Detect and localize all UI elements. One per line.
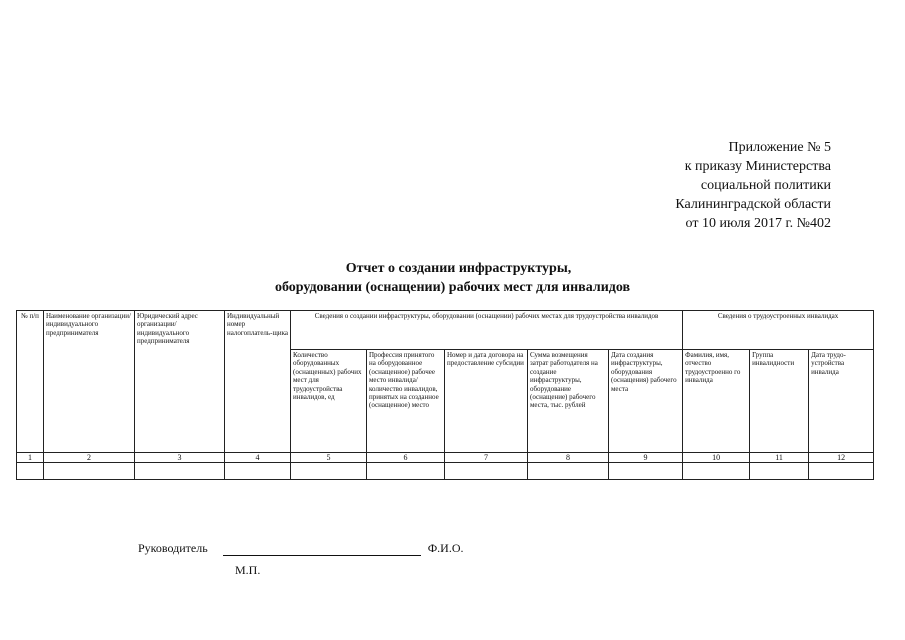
column-number: 6 bbox=[367, 453, 445, 463]
fio-label: Ф.И.О. bbox=[427, 541, 464, 555]
column-number: 7 bbox=[445, 453, 528, 463]
appendix-line: к приказу Министерства bbox=[684, 159, 831, 174]
column-number: 4 bbox=[225, 453, 291, 463]
subheader-date-created: Дата создания инфраструктуры, оборудования (оснащения) рабочего места bbox=[609, 350, 683, 453]
table-cell bbox=[750, 463, 809, 480]
header-group-infrastructure: Сведения о создании инфраструктуры, оборудовании (оснащении) рабочих местах для трудоустройства инвалидов bbox=[291, 311, 683, 350]
column-number: 11 bbox=[750, 453, 809, 463]
title-line-2: оборудовании (оснащении) рабочих мест для инвалидов bbox=[274, 280, 631, 295]
signature-line bbox=[138, 541, 464, 556]
table-cell bbox=[609, 463, 683, 480]
column-number-row bbox=[17, 453, 874, 463]
table-cell bbox=[683, 463, 750, 480]
column-number: 8 bbox=[528, 453, 609, 463]
head-label: Руководитель bbox=[138, 541, 208, 555]
table-header-row bbox=[17, 311, 874, 350]
table-row bbox=[17, 463, 874, 480]
column-number: 9 bbox=[609, 453, 683, 463]
subheader-date-employed: Дата трудо-устройства инвалида bbox=[809, 350, 874, 453]
appendix-line: от 10 июля 2017 г. №402 bbox=[685, 216, 831, 231]
subheader-profession: Профессия принятого на оборудованное (оснащенное) рабочее место инвалида/ количество инвалидов, принятых на созданное (оснащенное) место bbox=[367, 350, 445, 453]
column-number: 5 bbox=[291, 453, 367, 463]
appendix-line: социальной политики bbox=[700, 178, 831, 193]
table-cell bbox=[528, 463, 609, 480]
header-name: Наименование организации/ индивидуального предпринимателя bbox=[44, 311, 135, 453]
table-cell bbox=[135, 463, 225, 480]
title-line-1: Отчет о создании инфраструктуры, bbox=[345, 261, 572, 276]
column-number: 10 bbox=[683, 453, 750, 463]
header-num: № п/п bbox=[17, 311, 44, 453]
document-title bbox=[0, 259, 905, 297]
table-cell bbox=[44, 463, 135, 480]
subheader-sum: Сумма возмещения затрат работодателя на создание инфраструктуры, оборудование (оснащение) рабочего места, тыс. рублей bbox=[528, 350, 609, 453]
column-number: 12 bbox=[809, 453, 874, 463]
appendix-line: Приложение № 5 bbox=[728, 140, 831, 155]
table-cell bbox=[445, 463, 528, 480]
subheader-group: Группа инвалидности bbox=[750, 350, 809, 453]
subheader-contract: Номер и дата договора на предоставление субсидии bbox=[445, 350, 528, 453]
report-table bbox=[16, 310, 874, 480]
table-cell bbox=[225, 463, 291, 480]
table-cell bbox=[17, 463, 44, 480]
signature-blank bbox=[223, 543, 421, 556]
column-number: 3 bbox=[135, 453, 225, 463]
subheader-fio: Фамилия, имя, отчество трудоустроенно го инвалида bbox=[683, 350, 750, 453]
stamp-label: М.П. bbox=[235, 563, 261, 577]
column-number: 1 bbox=[17, 453, 44, 463]
appendix-line: Калининградской области bbox=[675, 197, 831, 212]
table-cell bbox=[809, 463, 874, 480]
header-inn: Индивидуальный номер налогоплатель-щика bbox=[225, 311, 291, 453]
header-group-employed: Сведения о трудоустроенных инвалидах bbox=[683, 311, 874, 350]
header-address: Юридический адрес организации/ индивидуального предпринимателя bbox=[135, 311, 225, 453]
table-cell bbox=[367, 463, 445, 480]
column-number: 2 bbox=[44, 453, 135, 463]
table-cell bbox=[291, 463, 367, 480]
appendix-block bbox=[675, 138, 831, 233]
subheader-count: Количество оборудованных (оснащенных) рабочих мест для трудоустройства инвалидов, ед bbox=[291, 350, 367, 453]
